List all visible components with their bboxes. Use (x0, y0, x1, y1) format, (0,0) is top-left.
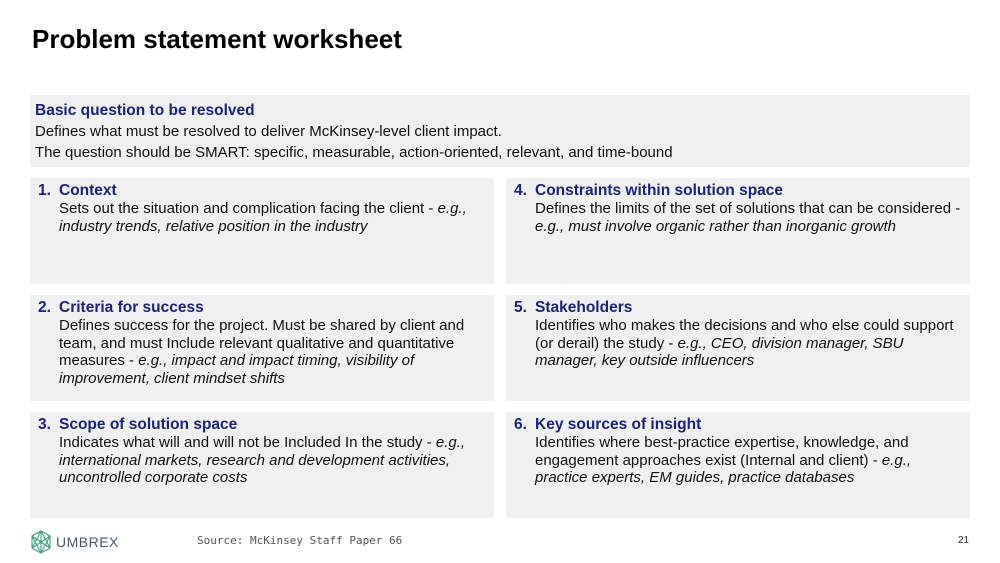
card-stakeholders (506, 295, 970, 401)
basic-question-line-2: The question should be SMART: specific, measurable, action-oriented, relevant, and time-bound (35, 144, 673, 161)
card-example-text: e.g., industry trends, relative position in the industry (59, 200, 467, 235)
card-example-text: e.g., must involve organic rather than inorganic growth (535, 217, 897, 235)
card-heading (38, 298, 486, 317)
card-number: 5. (514, 299, 527, 316)
basic-question-box (30, 95, 970, 167)
card-criteria-for-success (30, 295, 494, 401)
page-title: Problem statement worksheet (32, 24, 402, 54)
card-number: 4. (514, 182, 527, 199)
card-desc-text: Indicates what will and will not be Included In the study - (59, 434, 436, 451)
card-number: 1. (38, 182, 51, 199)
card-heading (514, 181, 962, 200)
card-title: Stakeholders (535, 299, 633, 316)
card-example-text: e.g., practice experts, EM guides, practice databases (535, 451, 912, 486)
card-number: 3. (38, 416, 51, 433)
card-title: Key sources of insight (535, 416, 702, 433)
card-description (535, 200, 962, 235)
card-constraints (506, 178, 970, 284)
umbrex-network-logo-icon (30, 530, 52, 554)
card-number: 6. (514, 416, 527, 433)
card-example-text: e.g., CEO, division manager, SBU manager, key outside influencers (535, 334, 904, 369)
page-number: 21 (958, 535, 970, 546)
card-desc-text: Defines success for the project. Must be shared by client and team, and must Include relevant qualitative and quantitative measures - (59, 317, 465, 369)
card-description (59, 434, 486, 487)
card-title: Scope of solution space (59, 416, 238, 433)
card-example-text: e.g., international markets, research and development activities, uncontrolled corporate costs (59, 434, 466, 486)
card-description (535, 434, 962, 487)
card-title: Constraints within solution space (535, 182, 784, 199)
card-key-sources-of-insight (506, 412, 970, 518)
card-description (59, 200, 486, 235)
card-number: 2. (38, 299, 51, 316)
card-example-text: e.g., impact and impact timing, visibility of improvement, client mindset shifts (59, 352, 415, 387)
card-heading (514, 298, 962, 317)
card-desc-text: Identifies where best-practice expertise, knowledge, and engagement approaches exist (Internal and client) - (535, 434, 909, 469)
card-desc-text: Identifies who makes the decisions and who else could support (or derail) the study - (535, 317, 954, 352)
card-heading (38, 181, 486, 200)
basic-question-heading: Basic question to be resolved (35, 102, 255, 119)
logo-wordmark: UMBREX (56, 534, 119, 550)
card-scope-of-solution-space (30, 412, 494, 518)
source-citation: Source: McKinsey Staff Paper 66 (197, 534, 403, 547)
card-description (59, 317, 486, 387)
umbrex-logo (30, 530, 119, 554)
card-description (535, 317, 962, 370)
card-title: Criteria for success (59, 299, 204, 316)
card-title: Context (59, 182, 117, 199)
basic-question-line-1: Defines what must be resolved to deliver McKinsey-level client impact. (35, 123, 502, 140)
card-heading (514, 415, 962, 434)
card-context (30, 178, 494, 284)
card-desc-text: Defines the limits of the set of solutions that can be considered - (535, 200, 961, 217)
card-desc-text: Sets out the situation and complication facing the client - (59, 200, 438, 217)
card-heading (38, 415, 486, 434)
